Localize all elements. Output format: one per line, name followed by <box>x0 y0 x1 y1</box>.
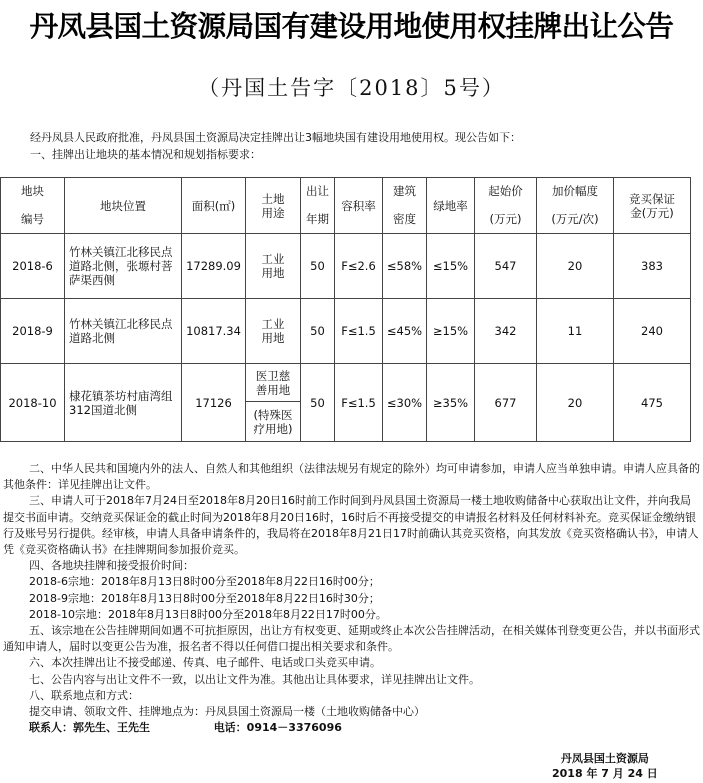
header-start-price: 起始价 <box>475 178 537 205</box>
cell-increment: 20 <box>537 364 614 442</box>
intro <box>30 129 700 163</box>
cell-use: 工业 用地 <box>246 299 301 364</box>
cell-parcel-id: 2018-9 <box>1 299 65 364</box>
table-row <box>1 299 691 364</box>
notice-title: 丹凤县国土资源局国有建设用地使用权挂牌出让公告 <box>29 9 674 43</box>
header-location: 地块位置 <box>65 178 182 234</box>
cell-far: F≤1.5 <box>335 364 383 442</box>
schedule-2018-6: 2018-6宗地：2018年8月13日8时00分至2018年8月22日16时00分； <box>29 575 380 589</box>
cell-use: 医卫慈 善用地 <box>246 364 301 402</box>
header-deposit: 竞买保证 金(万元) <box>614 178 691 234</box>
cell-use: 工业 用地 <box>246 234 301 299</box>
cell-density: ≤58% <box>383 234 427 299</box>
cell-start-price: 342 <box>475 299 537 364</box>
cell-location: 竹林关镇江北移民点道路北侧，张塬村菩萨渠西侧 <box>65 234 182 299</box>
cell-green: ≥15% <box>427 299 475 364</box>
section-3: 三、申请人可于2018年7月24日至2018年8月20日16时前工作时间到丹凤县国土资源局一楼土地收购储备中心获取出让文件，并向我局提交书面申请。交纳竞买保证金的截止时间为2018年8月20日16时，16时后不再接受提交的申请报名材料及任何材料补充。竞买保证金缴纳银行及账号另行提供。经审核，申请人具备申请条件的，我局将在2018年8月21日17时前确认其竞买资格，向其发放《竞买资格确认书》，申请人凭《竞买资格确认书》在挂牌期间参加报价竞买。 <box>3 494 699 557</box>
cell-parcel-id: 2018-6 <box>1 234 65 299</box>
header-density: 建筑 <box>383 178 427 205</box>
cell-area: 10817.34 <box>182 299 246 364</box>
intro-line-1: 经丹凤县人民政府批准，丹凤县国土资源局决定挂牌出让3幅地块国有建设用地使用权。现公告如下： <box>30 131 521 144</box>
parcel-table <box>0 177 691 442</box>
cell-deposit: 475 <box>614 364 691 442</box>
cell-deposit: 240 <box>614 299 691 364</box>
header-increment: 加价幅度 <box>537 178 614 205</box>
cell-term: 50 <box>301 299 335 364</box>
cell-deposit: 383 <box>614 234 691 299</box>
header-term-sub: 年期 <box>301 205 335 234</box>
cell-use-sub: (特殊医 疗用地) <box>246 402 301 442</box>
section-6: 六、本次挂牌出让不接受邮递、传真、电子邮件、电话或口头竞买申请。 <box>29 656 381 670</box>
cell-increment: 20 <box>537 234 614 299</box>
cell-start-price: 547 <box>475 234 537 299</box>
header-term: 出让 <box>301 178 335 205</box>
section-8: 八、联系地点和方式： <box>29 688 139 702</box>
header-area: 面积(㎡) <box>182 178 246 234</box>
contact-persons: 联系人：郭先生、王先生 <box>29 721 150 735</box>
signature-date: 2018 年 7 月 24 日 <box>552 767 658 780</box>
section-2: 二、中华人民共和国境内外的法人、自然人和其他组织（法律法规另有规定的除外）均可申请参加，申请人应当单独申请。申请人应具备的其他条件：详见挂牌出让文件。 <box>3 462 700 492</box>
contact-line <box>3 720 700 736</box>
schedule-2018-9: 2018-9宗地：2018年8月13日8时00分至2018年8月22日16时30分； <box>29 591 380 605</box>
cell-far: F≤1.5 <box>335 299 383 364</box>
table-header-row-1 <box>1 178 691 205</box>
cell-term: 50 <box>301 364 335 442</box>
cell-green: ≤15% <box>427 234 475 299</box>
cell-area: 17289.09 <box>182 234 246 299</box>
cell-location: 棣花镇茶坊村庙湾组312国道北侧 <box>65 364 182 442</box>
notice-subtitle: （丹国土告字〔2018〕5号） <box>198 76 505 100</box>
header-parcel: 地块 <box>1 178 65 205</box>
signature <box>552 751 658 781</box>
header-start-price-sub: (万元) <box>475 205 537 234</box>
cell-far: F≤2.6 <box>335 234 383 299</box>
section-5: 五、该宗地在公告挂牌期间如遇不可抗拒原因，出让方有权变更、延期或终止本次公告挂牌活动，在相关媒体刊登变更公告，并以书面形式通知申请人，届时以变更公告为准，报名者不得以任何借口提出相关要求和条件。 <box>3 624 700 654</box>
notice-body <box>3 461 700 736</box>
cell-location: 竹林关镇江北移民点道路北侧 <box>65 299 182 364</box>
header-density-sub: 密度 <box>383 205 427 234</box>
intro-line-2: 一、挂牌出让地块的基本情况和规划指标要求： <box>30 148 261 161</box>
contact-phone: 电话：0914－3376096 <box>213 721 342 735</box>
header-use: 土地 用途 <box>246 178 301 234</box>
cell-area: 17126 <box>182 364 246 442</box>
cell-term: 50 <box>301 234 335 299</box>
header-green: 绿地率 <box>427 178 475 234</box>
signature-org: 丹凤县国土资源局 <box>560 752 649 765</box>
schedule-2018-10: 2018-10宗地：2018年8月13日8时00分至2018年8月22日17时00分。 <box>29 607 387 621</box>
header-parcel-sub: 编号 <box>1 205 65 234</box>
header-far: 容积率 <box>335 178 383 234</box>
contact-location: 提交申请、领取文件、挂牌地点为：丹凤县国土资源局一楼（土地收购储备中心） <box>29 705 425 719</box>
section-7: 七、公告内容与出让文件不一致，以出让文件为准。其他出让具体要求，详见挂牌出让文件。 <box>29 672 480 686</box>
cell-density: ≤30% <box>383 364 427 442</box>
header-increment-sub: (万元/次) <box>537 205 614 234</box>
cell-parcel-id: 2018-10 <box>1 364 65 442</box>
cell-start-price: 677 <box>475 364 537 442</box>
cell-green: ≥35% <box>427 364 475 442</box>
cell-density: ≤45% <box>383 299 427 364</box>
cell-increment: 11 <box>537 299 614 364</box>
table-row <box>1 234 691 299</box>
table-row <box>1 364 691 402</box>
section-4: 四、各地块挂牌和接受报价时间： <box>29 559 194 573</box>
